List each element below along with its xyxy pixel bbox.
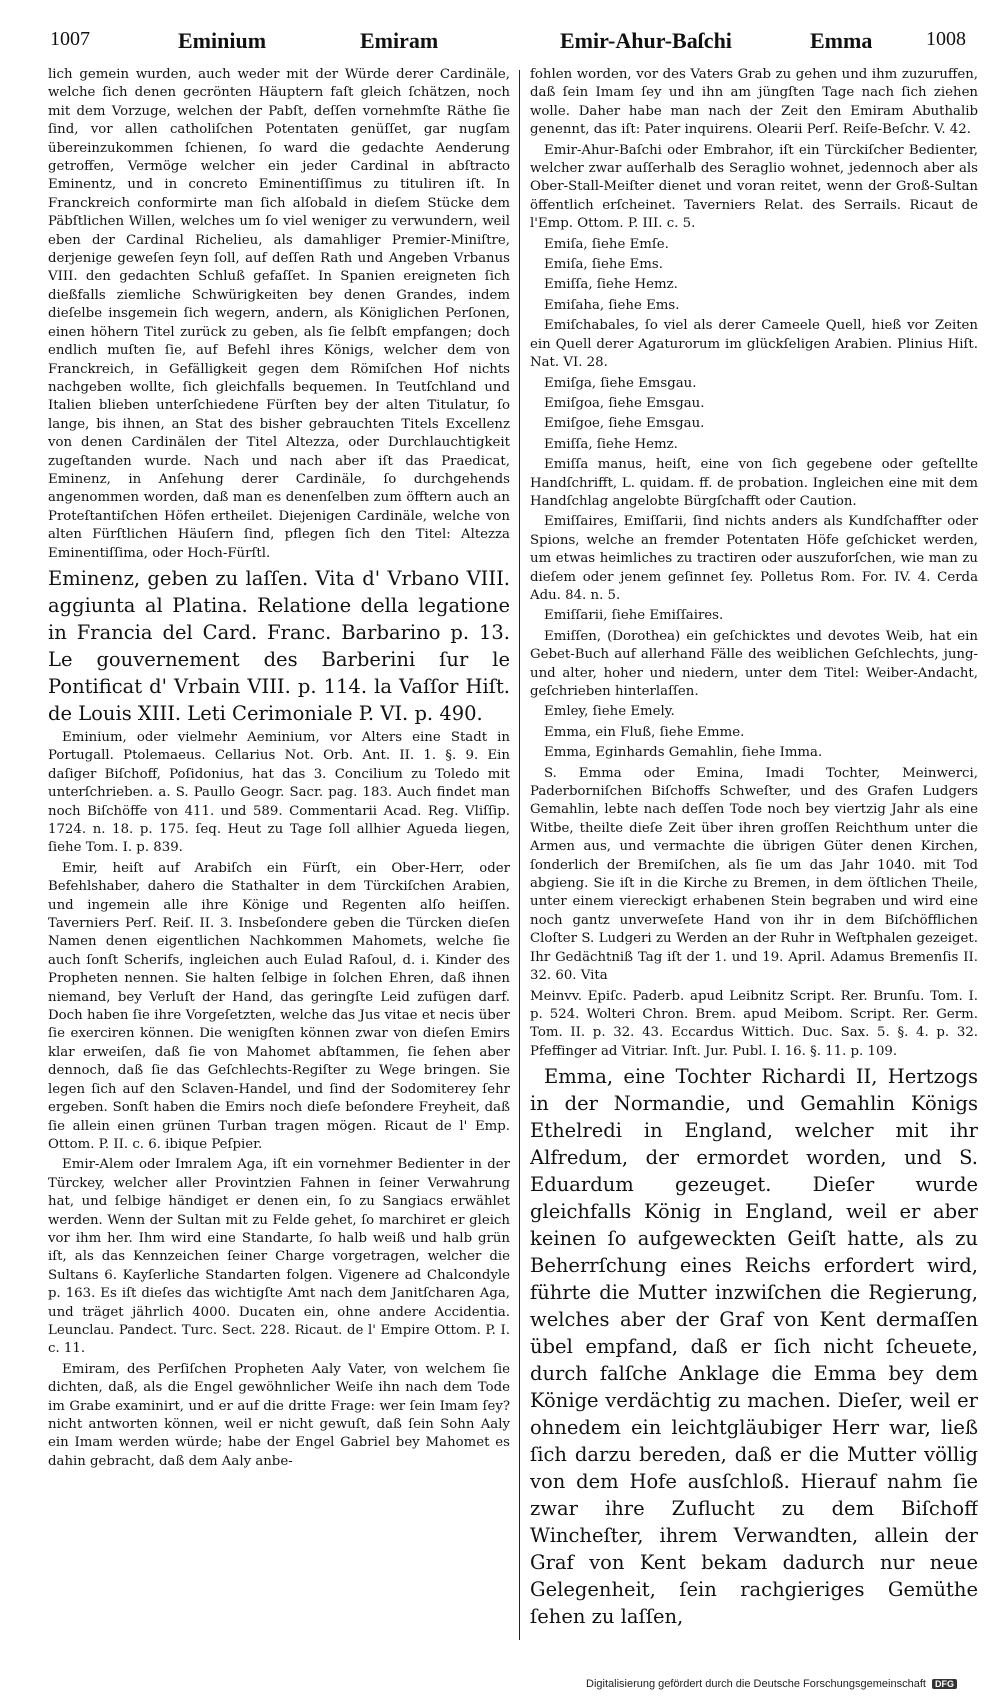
entry-emir-ahur-baschi: Emir-Ahur-Baſchi oder Embrahor, iſt ein Türckiſcher Bedienter, welcher zwar auſſerhalb des Seraglio wohnet, jedennoch aber als Ober-Stall-Meiſter dienet und voran reitet, wenn der Groß-Sultan öffentlich erſcheinet. Taverniers Relat. des Serrails. Ricaut de l'Emp. Ottom. P. III. c. 5. xyxy=(530,142,978,232)
entry-emissa-2: Emiſſa, ſiehe Hemz. xyxy=(544,436,678,452)
left-column xyxy=(48,66,510,1646)
footer-text: Digitalisierung gefördert durch die Deutsche Forschungsgemeinschaft xyxy=(586,1678,926,1690)
entry-emma-richardi: Emma, eine Tochter Richardi II, Hertzogs in der Normandie, und Gemahlin Königs Ethelredi in England, welcher mit ihr Alfredum, der ermordet worden, und S. Eduardum gezeuget. Dieſer wurde gleichfalls König in England, weil er aber keinen ſo aufgeweckten Geiſt hatte, als zu Beherrſchung eines Reichs erfordert wird, führte die Mutter inzwiſchen die Regierung, welches aber der Graf von Kent dermaſſen übel empfand, daß er ſich nicht ſcheuete, durch falſche Anklage die Emma bey dem Könige verdächtig zu machen. Dieſer, weil er ohnedem ein leichtgläubiger Herr war, ließ ſich darzu bereden, daß er die Mutter völlig von dem Hofe ausſchloß. Hierauf nahm ſie zwar ihre Zuflucht zu dem Biſchoff Wincheſter, ihrem Verwandten, allein der Graf von Kent bekam dadurch nur neue Gelegenheit, ſein rachgieriges Gemüthe ſehen zu laſſen, xyxy=(530,1065,978,1629)
entry-emisga: Emiſga, ſiehe Emsgau. xyxy=(544,375,697,391)
entry-emir: Emir, heiſt auf Arabiſch ein Fürſt, ein Ober-Herr, oder Befehlshaber, dahero die Stathalter in dem Türckiſchen Arabien, und ingemein alle ihre Könige und Regenten alſo heiſſen. Taverniers Perſ. Reiſ. II. 3. Insbeſondere geben die Türcken dieſen Namen denen eigentlichen Nachkommen Mahomets, welche ſie auch ſonſt Scherifs, ingleichen auch Eulad Raſoul, d. i. Kinder des Propheten nennen. Sie halten ſelbige in ſolchen Ehren, daß ihnen niemand, bey Verluſt der Hand, das geringſte Leid zufügen darf. Doch haben ſie ihre Vorgeſetzten, welche das Jus vitae et necis über ſie exerciren können. Die wenigſten können zwar von dieſen Emirs klar erweiſen, daß ſie von Mahomet abſtammen, ſie ſehen aber dennoch, daß ſie das Geſchlechts-Regiſter zu Wege bringen. Sie legen ſich auf den Sclaven-Handel, und ſind der Sodomiterey ſehr ergeben. Sonſt haben die Emirs noch dieſe beſondere Freyheit, daß ſie allein einen grünen Turban tragen mögen. Ricaut de l' Emp. Ottom. P. II. c. 6. ibique Peſpier. xyxy=(48,860,510,1152)
entry-emischabales: Emiſchabales, ſo viel als derer Cameele Quell, hieß vor Zeiten ein Quell derer Agaturorum im glückſeligen Arabien. Plinius Hiſt. Nat. VI. 28. xyxy=(530,318,978,371)
dfg-logo: DFG xyxy=(932,1679,957,1689)
page-number-right: 1008 xyxy=(926,28,966,50)
entry-eminenz-sources: Eminenz, geben zu laſſen. Vita d' Vrbano VIII. aggiunta al Platina. Relatione della legatione in Francia del Card. Franc. Barbarino p. 13. Le gouvernement des Barberini ſur le Pontificat d' Vrbain VIII. p. 114. la Vaſſor Hiſt. de Louis XIII. Leti Cerimoniale P. VI. p. 490. xyxy=(48,566,510,725)
header-keyword-emma: Emma xyxy=(810,28,873,53)
header-keyword-eminium: Eminium xyxy=(178,28,267,53)
entry-s-emma-sources: Meinvv. Epiſc. Paderb. apud Leibnitz Script. Rer. Brunſu. Tom. I. p. 524. Wolteri Chron. Brem. apud Meibom. Script. Rer. Germ. Tom. II. p. 32. 43. Eccardus Wittich. Duc. Sax. 5. §. 4. p. 32. Pfeffinger ad Vitriar. Inſt. Jur. Publ. I. 16. §. 11. p. 109. xyxy=(530,988,978,1059)
page-columns xyxy=(48,66,978,1646)
entry-emiram-continued: fohlen worden, vor des Vaters Grab zu gehen und ihm zuzuruffen, daß ſein Imam ſey und ihn am jüngſten Tage nach ſich ziehen wolle. Daher habe man nach der Zeit den Emiram Abuthalib genennt, das iſt: Pater inquirens. Olearii Perſ. Reiſe-Beſchr. V. 42. xyxy=(530,67,978,138)
page-number-left: 1007 xyxy=(50,28,90,50)
entry-eminenz-continued: lich gemein wurden, auch weder mit der Würde derer Cardinäle, welche ſich denen gecrönten Häuptern faſt gleich ſchätzen, noch mit dem Vorzuge, welchen der Pabſt, deſſen vornehmſte Räthe ſie ſind, vor allen catholiſchen Potentaten genüſſet, gar nugſam übereinzukommen ſchienen, ſo ward die gedachte Aenderung getroffen, Vermöge welcher ein jeder Cardinal in abſtracto Eminentz, und in concreto Eminentiſſimus zu tituliren iſt. In Franckreich conformirte man ſich alſobald in dieſem Stücke dem Päbſtlichen Willen, welches um ſo viel weniger zu verwundern, weil eben der Cardinal Richelieu, als damahliger Premier-Miniſtre, derjenige geweſen ſeyn ſoll, auf deſſen Rath und Angeben Vrbanus VIII. den gedachten Schluß gefaſſet. In Spanien ereigneten ſich dießfalls ziemliche Schwürigkeiten bey denen Grandes, indem dieſelbe insgemein ſich wegern, andern, als Königlichen Perſonen, einen höhern Titel zurück zu geben, als ſie ſelbſt empfangen; doch endlich muſten ſie, auf Befehl ihres Königs, welcher dem von Franckreich, in Gefälligkeit gegen dem Römiſchen Hof nichts nachgeben wollte, ſich gleichfalls bequemen. In Teutſchland und Italien blieben unterſchiedene Fürſten bey der alten Titulatur, ſo lange, bis ihnen, an Stat des bisher gebrauchten Titels Excellenz von denen Cardinälen der Titel Altezza, oder Durchlauchtigkeit zugeſtanden wurde. Nach und nach aber iſt das Praedicat, Eminenz, in Anſehung derer Cardinäle, ſo durchgehends angenommen worden, daß man es denenſelben zum öfftern auch an Proteſtantiſchen Höfen ertheilet. Diejenigen Cardinäle, welche von alten Fürſtlichen Häuſern ſind, pflegen ſich den Titel: Altezza Eminentiſſima, oder Hoch-Fürſtl. xyxy=(48,67,510,561)
entry-emisaha: Emiſaha, ſiehe Ems. xyxy=(544,297,680,313)
entry-emissa-1: Emiſſa, ſiehe Hemz. xyxy=(544,277,678,293)
entry-emissa-manus: Emiſſa manus, heiſt, eine von ſich gegebene oder geſtellte Handſchrifft, L. quidam. ff. de probation. Ingleichen eine mit dem Handſchlag angelobte Bürgſchafft oder Caution. xyxy=(530,457,978,509)
entry-emiram: Emiram, des Perſiſchen Propheten Aaly Vater, von welchem ſie dichten, daß, als die Engel gewöhnlicher Weiſe ihn nach dem Tode im Grabe examinirt, und er auf die dritte Frage: wer ſein Imam ſey? nicht antworten können, weil er nicht gewuſt, daß ſein Sohn Aaly ein Imam werden würde; habe der Engel Gabriel bey Mahomet es dahin gebracht, daß dem Aaly anbe- xyxy=(48,1361,510,1469)
entry-emissen: Emiſſen, (Dorothea) ein geſchicktes und devotes Weib, hat ein Gebet-Buch auf allerhand Fälle des weiblichen Geſchlechts, jung- und alter, hoher und niedern, unter dem Titel: Weiber-Andacht, geſchrieben hinterlaſſen. xyxy=(530,628,978,699)
entry-emma-eginhard: Emma, Eginhards Gemahlin, ſiehe Imma. xyxy=(544,745,823,761)
right-column xyxy=(530,66,978,1646)
entry-emisa-2: Emiſa, ſiehe Ems. xyxy=(544,257,663,273)
entry-emissarii: Emiſſarii, ſiehe Emiſſaires. xyxy=(544,608,724,624)
entry-eminium: Eminium, oder vielmehr Aeminium, vor Alters eine Stadt in Portugall. Ptolemaeus. Cellarius Not. Orb. Ant. II. 1. §. 9. Ein daſiger Biſchoff, Poſidonius, hat das 3. Concilium zu Toledo mit unterſchrieben. a. S. Paullo Geogr. Sacr. pag. 183. Auch findet man noch Biſchöffe von 411. und 589. Commentarii Acad. Reg. Vliſſip. 1724. n. 18. p. 175. ſeq. Heut zu Tage ſoll allhier Agueda liegen, ſiehe Tom. I. p. 839. xyxy=(48,729,510,856)
entry-s-emma: S. Emma oder Emina, Imadi Tochter, Meinwerci, Paderborniſchen Biſchoffs Schweſter, und des Grafen Ludgers Gemahlin, lebte nach deſſen Tode noch bey viertzig Jahr als eine Witbe, theilte dieſe Zeit über ihren groſſen Reichthum unter die Armen aus, und vermachte die übrigen Güter denen Kirchen, ſonderlich der Bremiſchen, als ſie um das Jahr 1040. mit Tod abgieng. Sie iſt in die Kirche zu Bremen, in dem öſtlichen Theile, unter einem viereckigt erhabenen Stein begraben und wird eine noch gantz unverweſete Hand von ihr in dem Biſchöfflichen Cloſter S. Ludgeri zu Werden an der Ruhr in Weſtphalen gezeiget. Ihr Gedächtniß Tag iſt der 1. und 19. April. Adamus Bremenſis II. 32. 60. Vita xyxy=(530,765,978,984)
entry-emissaires: Emiſſaires, Emiſſarii, ſind nichts anders als Kundſchaffter oder Spions, welche an fremder Potentaten Höfe geſchicket werden, um etwas heimliches zu tractiren oder auszuforſchen, wie man zu dieſem oder jenem geſinnet ſey. Polletus Rom. For. IV. 4. Cerda Adu. 84. n. 5. xyxy=(530,514,978,603)
entry-emley: Emley, ſiehe Emely. xyxy=(544,704,675,720)
entry-emisgoa: Emiſgoa, ſiehe Emsgau. xyxy=(544,395,705,411)
entry-emma-fluss: Emma, ein Fluß, ſiehe Emme. xyxy=(544,724,745,740)
column-divider xyxy=(519,70,520,1640)
digitization-footer xyxy=(586,1678,957,1690)
header-keyword-emiram: Emiram xyxy=(360,28,439,53)
entry-emisa-1: Emiſa, ſiehe Emſe. xyxy=(544,236,669,252)
header-keyword-emir-ahur-baschi: Emir-Ahur-Baſchi xyxy=(560,28,732,53)
page-header xyxy=(50,28,970,58)
entry-emisgoe: Emiſgoe, ſiehe Emsgau. xyxy=(544,416,705,432)
entry-emir-alem: Emir-Alem oder Imralem Aga, iſt ein vornehmer Bedienter in der Türckey, welcher aller Provintzien Fahnen in ſeiner Verwahrung hat, und ſelbige händiget er denen ein, ſo zu Sangiacs erwählet werden. Wenn der Sultan mit zu Felde gehet, ſo marchiret er gleich vor ihm her. Ihm wird eine Standarte, ſo halb weiß und halb grün iſt, als das Kennzeichen ſeiner Charge vorgetragen, welcher die Sultans 6. Kayſerliche Standarten folgen. Vigenere ad Chalcondyle p. 163. Es iſt dieſes das wichtigſte Amt nach dem Janitſcharen Aga, und träget jährlich 4000. Ducaten ein, ohne andere Accidentia. Leunclau. Pandect. Turc. Sect. 228. Ricaut. de l' Empire Ottom. P. I. c. 11. xyxy=(48,1157,510,1357)
